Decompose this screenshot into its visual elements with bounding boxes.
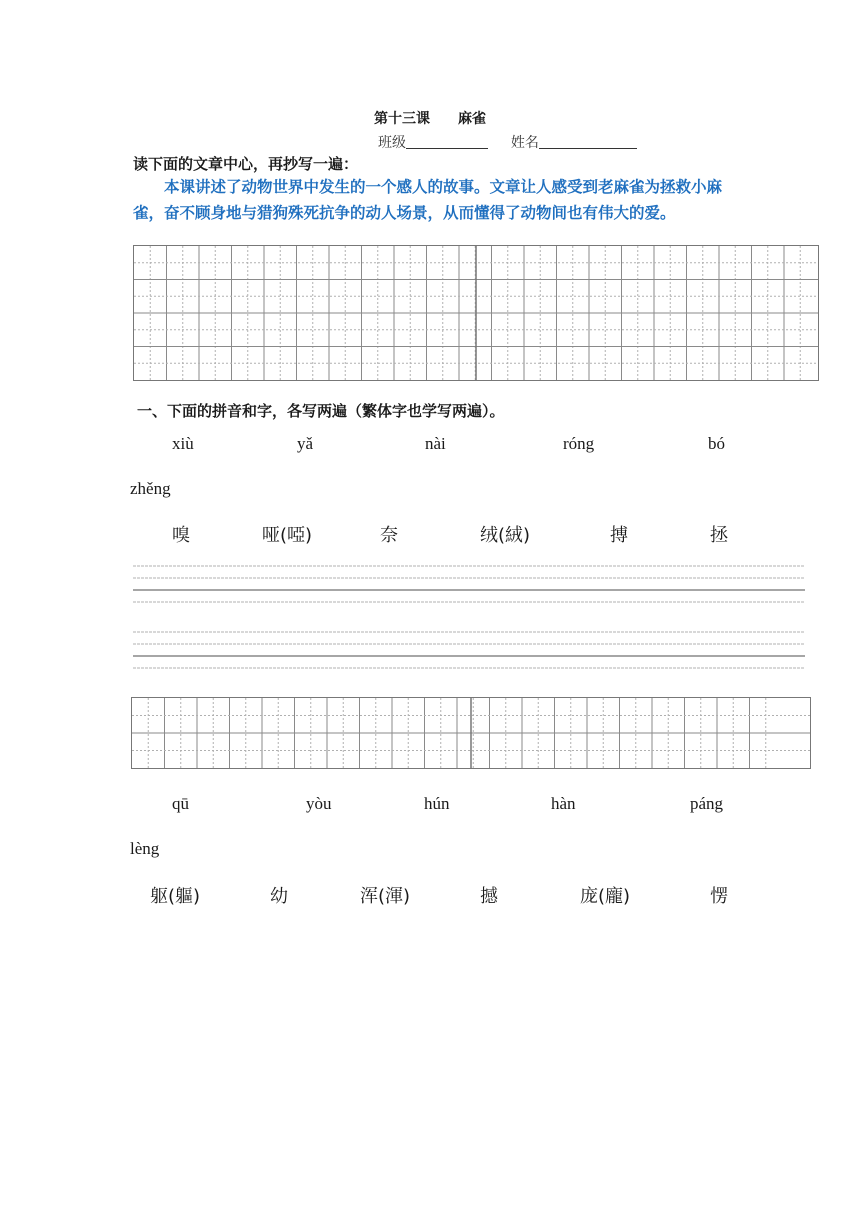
hanzi-3: 奈 (380, 525, 398, 546)
hanzi-4: 绒(絨) (480, 525, 531, 546)
copy-instruction: 读下面的文章中心，再抄写一遍： (133, 155, 359, 173)
hanzi-2: 哑(啞) (262, 525, 313, 546)
pinyin-12: lèng (130, 839, 160, 858)
hanzi-12: 愣 (710, 886, 728, 907)
pinyin-9: hún (424, 794, 450, 813)
pinyin-8: yòu (306, 794, 332, 813)
hanzi-7: 躯(軀) (150, 886, 201, 907)
hanzi-6: 拯 (710, 525, 728, 546)
pinyin-5: bó (708, 434, 725, 453)
pinyin-1: xiù (172, 434, 194, 453)
hanzi-8: 幼 (270, 886, 288, 907)
hanzi-5: 搏 (610, 525, 628, 546)
pinyin-writing-lines[interactable] (133, 564, 805, 676)
hanzi-10: 撼 (480, 886, 498, 907)
pinyin-10: hàn (551, 794, 576, 813)
page-title (0, 108, 860, 128)
name-label: 姓名 (510, 135, 539, 151)
pinyin-2: yǎ (297, 434, 314, 453)
class-name-line (378, 132, 637, 152)
class-blank[interactable] (406, 134, 488, 149)
name-blank[interactable] (539, 134, 637, 149)
hanzi-writing-grid[interactable] (131, 697, 811, 769)
lesson-summary-paragraph: 本课讲述了动物世界中发生的一个感人的故事。文章让人感受到老麻雀为拯救小麻雀，奋不顾身地与猎狗殊死抗争的动人场景，从而懂得了动物间也有伟大的爱。 (133, 178, 723, 222)
pinyin-6: zhěng (130, 479, 171, 498)
copy-writing-grid[interactable] (133, 245, 819, 381)
pinyin-4: róng (563, 434, 595, 453)
class-label: 班级 (378, 135, 406, 151)
section1-heading: 一、下面的拼音和字，各写两遍（繁体字也学写两遍）。 (137, 402, 505, 420)
pinyin-3: nài (425, 434, 446, 453)
hanzi-9: 浑(渾) (360, 886, 411, 907)
lesson-number: 第十三课 (374, 111, 430, 127)
pinyin-7: qū (172, 794, 189, 813)
pinyin-11: páng (690, 794, 724, 813)
lesson-topic: 麻雀 (458, 111, 486, 127)
hanzi-1: 嗅 (172, 525, 190, 546)
hanzi-11: 庞(龐) (580, 886, 631, 907)
